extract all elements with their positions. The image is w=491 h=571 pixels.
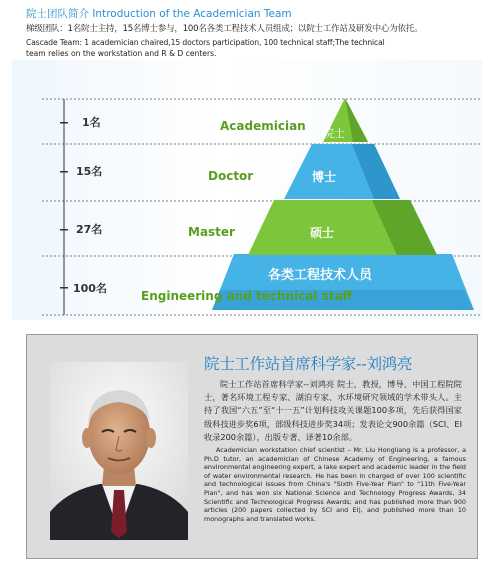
level-label-master-en: Master (188, 225, 235, 239)
level-label-doctor-cn: 博士 (312, 170, 337, 184)
level-label-academician-en: Academician (220, 119, 306, 133)
count-label-academician: 1名 (82, 116, 101, 129)
scientist-bio-en: Academician workstation chief scientist – Mr. Liu Hongliang is a professor, a Ph.D tutor, an academician of Chinese Academy of Engineering, a famous environmental engineering expert, a lake expert and academic leader in the field of water environmental research. He has been in charged of over 100 scientific and technological issues from China's "Sixth Five-Year Plan" to "11th Five-Year Plan", and has won six National Science and Technology Progress Awards, 34 Scientific and Technological Progress Awards; and has published more than 900 articles (200 papers collected by SCI and EI), and published more than 10 monographs and translated works. (204, 446, 466, 523)
level-label-staff-cn: 各类工程技术人员 (268, 268, 373, 283)
level-label-academician-cn: 院士 (323, 127, 345, 140)
count-label-doctor: 15名 (76, 165, 103, 178)
scientist-bio-cn: 院士工作站首席科学家--刘鸿亮 院士，教授，博导、中国工程院院士，著名环境工程专家、湖泊专家、水环境研究领域的学术带头人。主持了我国“六五”至“十一五”计划科技攻关课题100多项，先后获得国家级科技进步奖6项，部级科技进步奖34项；发表论文900余篇（SCI、EI收录200余篇），出版专著、译著10余部。 (204, 379, 462, 442)
pyramid-panel (12, 60, 482, 320)
level-label-doctor-en: Doctor (208, 169, 254, 183)
level-label-master-cn: 硕士 (310, 226, 335, 240)
count-label-master: 27名 (76, 223, 103, 236)
team-pyramid-diagram (12, 60, 482, 320)
page-title: 院士团队简介 Introduction of the Academician Team (26, 8, 292, 20)
team-summary-cn: 梯级团队：1名院士主持，15名博士参与，100名各类工程技术人员组成；以院士工作站及研发中心为依托。 (26, 24, 423, 34)
team-summary-en-line2: team relies on the workstation and R & D centers. (26, 49, 217, 58)
scientist-portrait-photo (50, 362, 188, 540)
scientist-title: 院士工作站首席科学家--刘鸿亮 (204, 355, 413, 373)
count-label-staff: 100名 (73, 282, 107, 295)
level-label-staff-en: Engineering and technical staff (141, 289, 353, 303)
team-summary-en-line1: Cascade Team: 1 academician chaired,15 doctors participation, 100 technical staff;The technical (26, 38, 385, 47)
